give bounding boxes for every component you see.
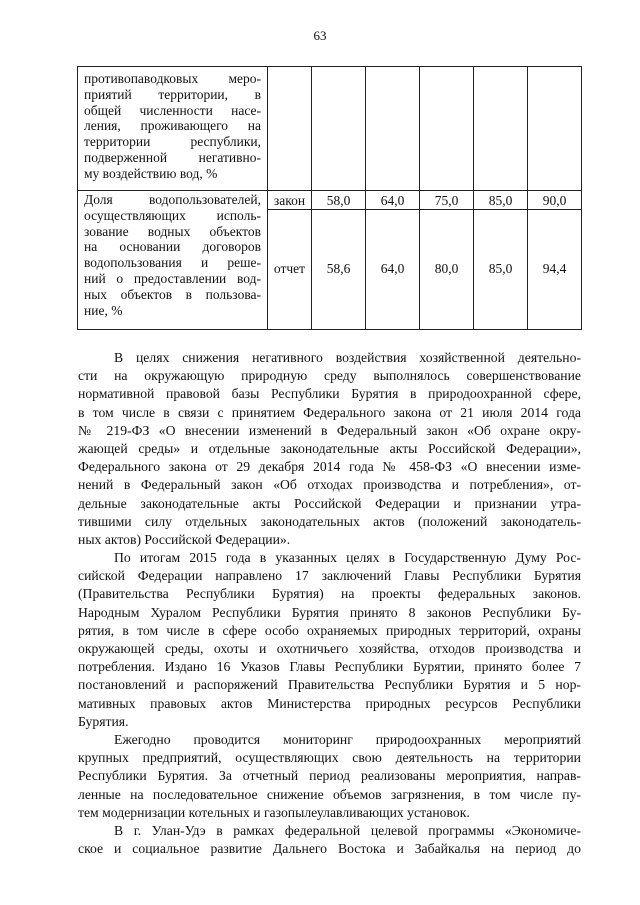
table-cell: 94,4 [528,209,582,329]
table-cell [268,67,312,191]
row-type-law: закон [268,191,312,210]
table-cell: 90,0 [528,191,582,210]
table-cell [366,67,420,191]
table-row [78,67,582,191]
table-row [78,191,582,210]
table-cell [474,67,528,191]
table-cell: 85,0 [474,191,528,210]
table-cell [420,67,474,191]
row-type-report: отчет [268,209,312,329]
table-cell: 85,0 [474,209,528,329]
indicator-description: противопаводковых меро- приятий территории, в общей численности насе- ления, проживающего на территории республики, подверженной негативно- му воздействию вод, % [78,67,268,191]
page-number: 63 [313,28,327,43]
table-cell [528,67,582,191]
indicators-table [77,66,582,330]
table-cell: 64,0 [366,209,420,329]
paragraph: По итогам 2015 года в указанных целях в Государственную Думу Рос- сийской Федерации направлено 17 заключений Главы Республики Бурятия (Правительства Республики Бурятия) на проекты федеральных законов. Народным Хуралом Республики Бурятия принято 8 законов Республики Бу- рятия, в том числе в сфере особо охраняемых природных территорий, охраны окружающей среды, охоты и охотничьего хозяйства, отходов производства и потребления. Издано 16 Указов Главы Республики Бурятии, принято более 7 постановлений и распоряжений Правительства Республики Бурятия и 5 нор- мативных правовых актов Министерства природных ресурсов Республики Бурятия. [78,550,581,729]
indicator-description: Доля водопользователей, осуществляющих исполь- зование водных объектов на основании договоров водопользования и реше- ний о предоставлении вод- ных объектов в пользова- ние, % [78,191,268,330]
table-cell: 58,6 [312,209,366,329]
paragraph: В г. Улан-Удэ в рамках федеральной целевой программы «Экономиче- ское и социальное развитие Дальнего Востока и Забайкалья на период до [78,822,581,857]
body-text [78,349,581,858]
table-cell [312,67,366,191]
table-cell: 58,0 [312,191,366,210]
table-cell: 80,0 [420,209,474,329]
table-cell: 75,0 [420,191,474,210]
table-cell: 64,0 [366,191,420,210]
paragraph: В целях снижения негативного воздействия хозяйственной деятельно- сти на окружающую природную среду выполнялось совершенствование нормативной правовой базы Республики Бурятия в природоохранной сфере, в том числе в связи с принятием Федерального закона от 21 июля 2014 года № 219-ФЗ «О внесении изменений в Федеральный закон «Об охране окру- жающей среды» и отдельные законодательные акты Российской Федерации», Федерального закона от 29 декабря 2014 года № 458-ФЗ «О внесении изме- нений в Федеральный закон «Об отходах производства и потребления», от- дельные законодательные акты Российской Федерации и признании утра- тившими силу отдельных законодательных актов (положений законодатель- ных актов) Российской Федерации». [78,350,581,547]
paragraph: Ежегодно проводится мониторинг природоохранных мероприятий крупных предприятий, осуществляющих свою деятельность на территории Республики Бурятия. За отчетный период реализованы мероприятия, направ- ленные на последовательное снижение объемов загрязнения, в том числе пу- тем модернизации котельных и газопылеулавливающих установок. [78,731,581,820]
